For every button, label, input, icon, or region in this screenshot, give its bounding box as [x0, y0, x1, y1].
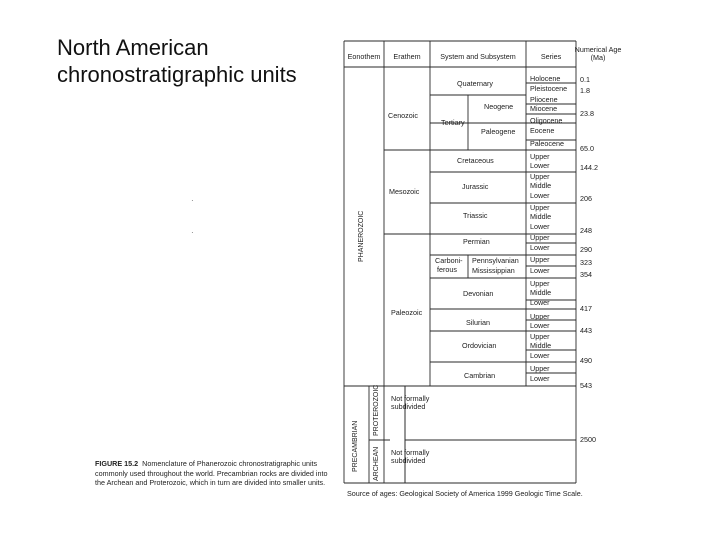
series-ordovician-upper: Upper [530, 332, 550, 341]
age-2500: 2500 [580, 435, 596, 444]
series-permian-upper: Upper [530, 233, 550, 242]
series-devonian-upper: Upper [530, 279, 550, 288]
series-paleocene: Paleocene [530, 139, 564, 148]
figure-label: FIGURE 15.2 [95, 459, 139, 468]
age-248: 248 [580, 226, 592, 235]
system-jurassic: Jurassic [462, 182, 489, 191]
series-triassic-upper: Upper [530, 203, 550, 212]
system-mississippian: Mississippian [472, 266, 515, 275]
series-cretaceous-lower: Lower [530, 161, 550, 170]
figure-caption [95, 459, 330, 488]
age-490: 490 [580, 356, 592, 365]
age-1-8: 1.8 [580, 86, 590, 95]
system-triassic: Triassic [463, 211, 488, 220]
scan-mark: · [191, 196, 194, 205]
system-pennsylvanian: Pennsylvanian [472, 256, 519, 265]
era-not-subdivided-archean: Not formally subdivided [391, 448, 430, 466]
eon-phanerozoic-label: PHANEROZOIC [358, 210, 365, 262]
era-mesozoic: Mesozoic [389, 187, 420, 196]
series-pliocene: Pliocene [530, 95, 558, 104]
figure-caption-text: Nomenclature of Phanerozoic chronostratigraphic units commonly used throughout the world. Precambrian rocks are divided into the Archean and Proterozoic, which in turn are divided into smaller units. [95, 459, 328, 488]
header-series: Series [540, 52, 562, 61]
series-cretaceous-upper: Upper [530, 152, 550, 161]
series-devonian-middle: Middle [530, 288, 552, 297]
header-system: System and Subsystem [440, 52, 516, 61]
series-eocene: Eocene [530, 126, 555, 135]
age-23-8: 23.8 [580, 109, 594, 118]
system-cambrian: Cambrian [464, 371, 496, 380]
age-65-0: 65.0 [580, 144, 594, 153]
series-triassic-middle: Middle [530, 212, 552, 221]
age-0-1: 0.1 [580, 75, 590, 84]
series-miocene: Miocene [530, 104, 558, 113]
header-age: Numerical Age (Ma) [574, 45, 622, 63]
series-cambrian-lower: Lower [530, 374, 550, 383]
series-cambrian-upper: Upper [530, 364, 550, 373]
system-devonian: Devonian [463, 289, 494, 298]
system-quaternary: Quaternary [457, 79, 493, 88]
series-jurassic-middle: Middle [530, 181, 552, 190]
series-silurian-upper: Upper [530, 312, 550, 321]
age-144-2: 144.2 [580, 163, 598, 172]
series-devonian-lower: Lower [530, 298, 550, 307]
header-erathem: Erathem [393, 52, 421, 61]
series-permian-lower: Lower [530, 243, 550, 252]
series-ordovician-middle: Middle [530, 341, 552, 350]
scan-mark: · [191, 228, 194, 237]
slide-title: North American chronostratigraphic units [57, 35, 297, 87]
series-holocene: Holocene [530, 74, 561, 83]
age-417: 417 [580, 304, 592, 313]
system-cretaceous: Cretaceous [457, 156, 494, 165]
system-silurian: Silurian [466, 318, 490, 327]
series-pennsylvanian-upper: Upper [530, 255, 550, 264]
system-carboniferous-2: ferous [437, 265, 457, 274]
age-543: 543 [580, 381, 592, 390]
series-jurassic-upper: Upper [530, 172, 550, 181]
system-permian: Permian [463, 237, 490, 246]
series-ordovician-lower: Lower [530, 351, 550, 360]
series-triassic-lower: Lower [530, 222, 550, 231]
era-not-subdivided-proterozoic: Not formally subdivided [391, 394, 430, 412]
era-paleozoic: Paleozoic [391, 308, 423, 317]
source-note: Source of ages: Geological Society of America 1999 Geologic Time Scale. [347, 489, 583, 498]
age-323: 323 [580, 258, 592, 267]
age-354: 354 [580, 270, 592, 279]
eon-precambrian-label: PRECAMBRIAN [352, 420, 359, 472]
series-jurassic-lower: Lower [530, 191, 550, 200]
age-443: 443 [580, 326, 592, 335]
age-290: 290 [580, 245, 592, 254]
series-oligocene: Oligocene [530, 116, 563, 125]
system-neogene: Neogene [484, 102, 514, 111]
eon-archean-label: ARCHEAN [373, 446, 380, 481]
series-silurian-lower: Lower [530, 321, 550, 330]
age-206: 206 [580, 194, 592, 203]
system-ordovician: Ordovician [462, 341, 497, 350]
eon-proterozoic-label: PROTEROZOIC [373, 384, 380, 436]
era-cenozoic: Cenozoic [388, 111, 418, 120]
series-mississippian-lower: Lower [530, 266, 550, 275]
header-eonothem: Eonothem [347, 52, 381, 61]
series-pleistocene: Pleistocene [530, 84, 568, 93]
system-paleogene: Paleogene [481, 127, 516, 136]
system-carboniferous-1: Carboni- [435, 256, 463, 265]
system-tertiary: Tertiary [441, 118, 465, 127]
